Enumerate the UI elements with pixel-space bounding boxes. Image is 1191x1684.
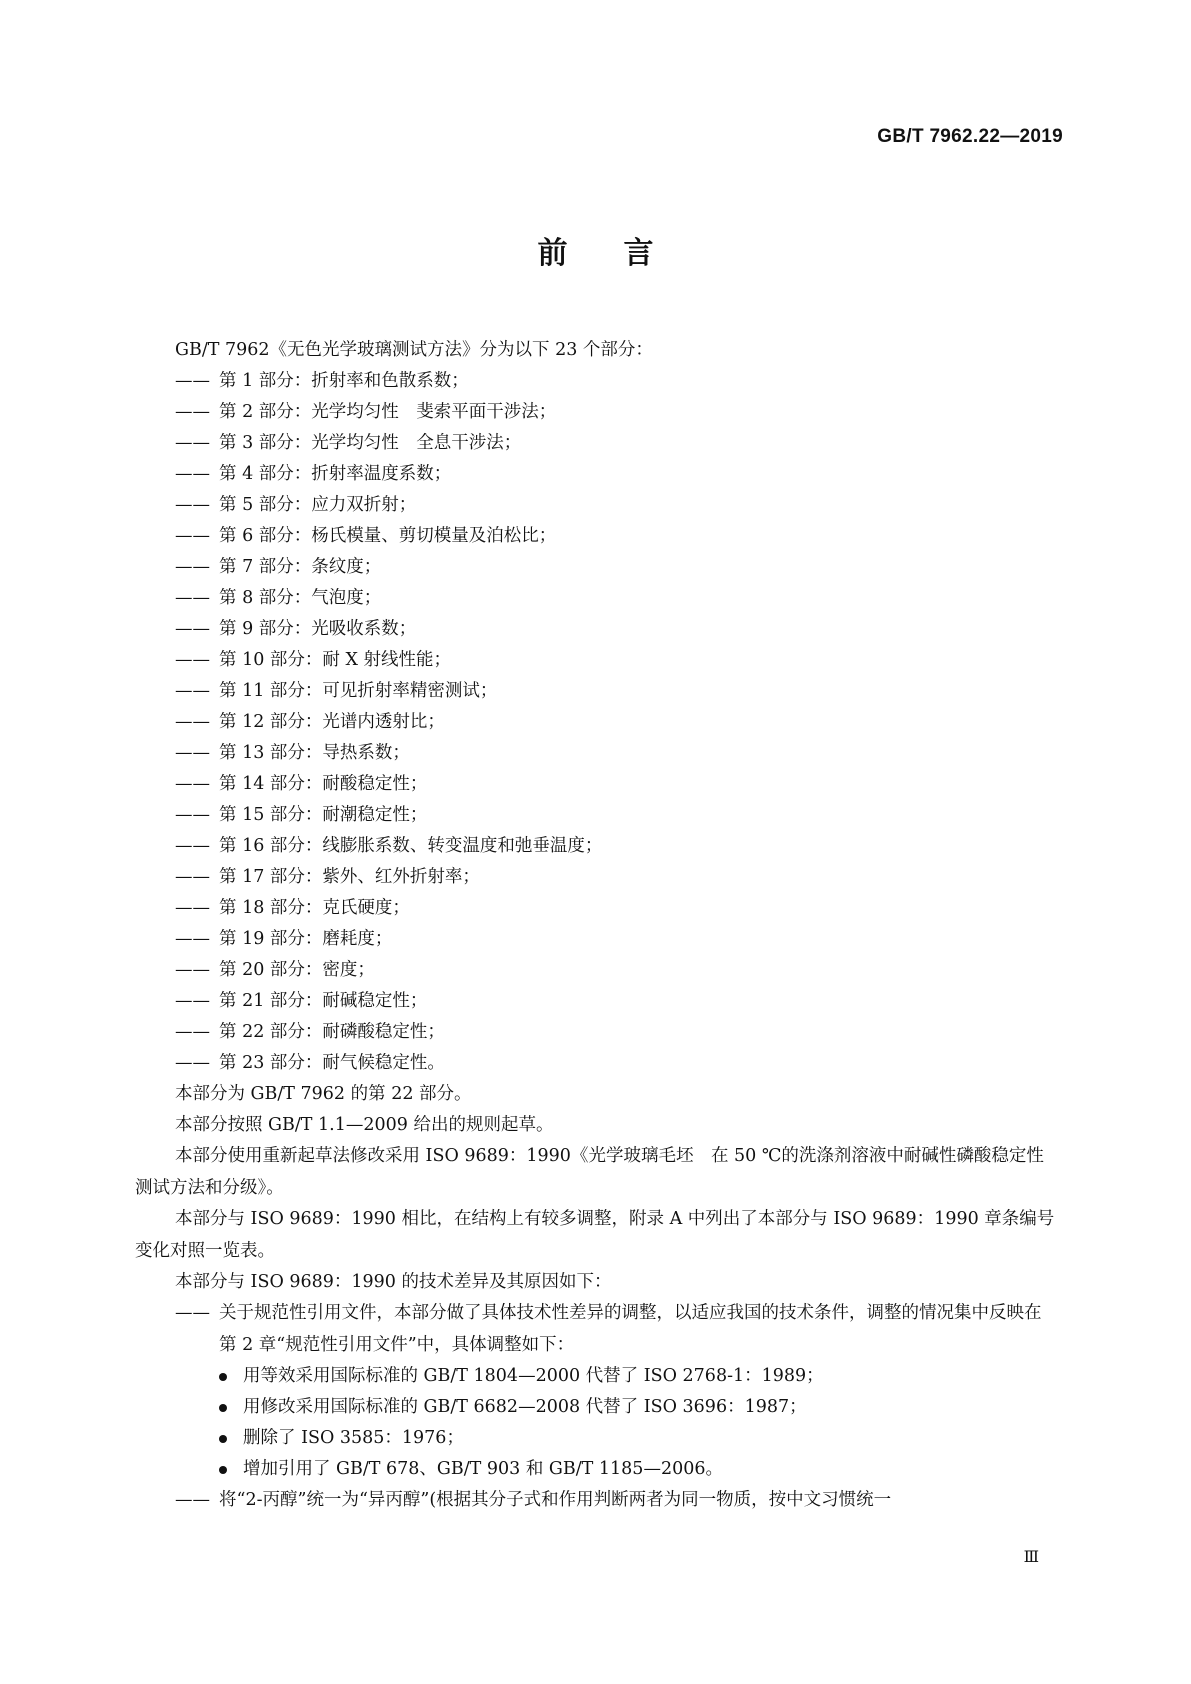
part-label: 第 8 部分：气泡度； [219,588,382,608]
dash-mark: —— [175,1490,210,1510]
part-item [135,521,1055,552]
dash-mark: —— [175,588,210,608]
part-item [135,924,1055,955]
part-label: 第 22 部分：耐磷酸稳定性； [219,1022,445,1042]
paragraph-adoption: 本部分使用重新起草法修改采用 ISO 9689：1990《光学玻璃毛坯 在 50 ℃的洗涤剂溶液中耐碱性磷酸稳定性 测试方法和分级》。 [135,1146,1062,1198]
part-label: 第 1 部分：折射率和色散系数； [219,371,469,391]
bullet-item [135,1454,1055,1485]
part-item [135,490,1055,521]
dash-mark: —— [175,371,210,391]
part-item [135,583,1055,614]
part-item [135,769,1055,800]
dash-mark: —— [175,898,210,918]
part-label: 第 7 部分：条纹度； [219,557,382,577]
dash-mark: —— [175,526,210,546]
dash-mark: —— [175,774,210,794]
part-label: 第 10 部分：耐 X 射线性能； [219,650,451,670]
document-body [135,335,1062,1516]
part-label: 第 9 部分：光吸收系数； [219,619,417,639]
standard-code: GB/T 7962.22—2019 [877,126,1063,147]
bullet-dot [219,1373,227,1381]
part-item [135,645,1055,676]
part-label: 第 21 部分：耐碱稳定性； [219,991,428,1011]
dash-mark: —— [175,495,210,515]
dash-mark: —— [175,960,210,980]
part-label: 第 16 部分：线膨胀系数、转变温度和弛垂温度； [219,836,603,856]
dash-mark: —— [175,1022,210,1042]
paragraph-structure: 本部分与 ISO 9689：1990 相比，在结构上有较多调整，附录 A 中列出了本部分与 ISO 9689：1990 章条编号变化对照一览表。 [135,1209,1055,1261]
part-item [135,707,1055,738]
dash-mark: —— [175,464,210,484]
paragraph-differences-intro: 本部分与 ISO 9689：1990 的技术差异及其原因如下： [175,1272,612,1292]
part-item [135,986,1055,1017]
bullet-dot [219,1466,227,1474]
dash-mark: —— [175,867,210,887]
bullet-text: 删除了 ISO 3585：1976； [243,1428,464,1448]
part-label: 第 11 部分：可见折射率精密测试； [219,681,498,701]
bullet-item [135,1361,1055,1392]
dash-mark: —— [175,836,210,856]
part-label: 第 23 部分：耐气候稳定性。 [219,1053,445,1073]
part-item [135,366,1055,397]
part-label: 第 15 部分：耐潮稳定性； [219,805,428,825]
part-label: 第 13 部分：导热系数； [219,743,410,763]
part-item [135,428,1055,459]
part-label: 第 4 部分：折射率温度系数； [219,464,452,484]
dash-mark: —— [175,1053,210,1073]
dash-mark: —— [175,991,210,1011]
difference-text: 将“2-丙醇”统一为“异丙醇”(根据其分子式和作用判断两者为同一物质，按中文习惯统一 [219,1490,892,1510]
part-item [135,800,1055,831]
intro-paragraph: GB/T 7962《无色光学玻璃测试方法》分为以下 23 个部分： [175,340,653,360]
dash-mark: —— [175,743,210,763]
bullet-text: 增加引用了 GB/T 678、GB/T 903 和 GB/T 1185—2006。 [243,1459,723,1479]
dash-mark: —— [175,650,210,670]
paragraph-part-number: 本部分为 GB/T 7962 的第 22 部分。 [175,1084,472,1104]
dash-mark: —— [175,681,210,701]
part-label: 第 20 部分：密度； [219,960,375,980]
dash-mark: —— [175,619,210,639]
dash-mark: —— [175,402,210,422]
part-label: 第 18 部分：克氏硬度； [219,898,410,918]
dash-mark: —— [175,929,210,949]
part-label: 第 3 部分：光学均匀性 全息干涉法； [219,433,522,453]
part-label: 第 6 部分：杨氏模量、剪切模量及泊松比； [219,526,557,546]
paragraph-drafting-rules: 本部分按照 GB/T 1.1—2009 给出的规则起草。 [175,1115,554,1135]
bullet-text: 用等效采用国际标准的 GB/T 1804—2000 代替了 ISO 2768-1：1989； [243,1366,824,1386]
part-item [135,614,1055,645]
bullet-dot [219,1435,227,1443]
dash-mark: —— [175,433,210,453]
part-item [135,459,1055,490]
page-title: 前言 [537,236,710,271]
part-item [135,1048,1055,1079]
part-item [135,955,1055,986]
part-item [135,1017,1055,1048]
dash-mark: —— [175,1303,210,1323]
difference-item-last [135,1485,1055,1516]
part-label: 第 2 部分：光学均匀性 斐索平面干涉法； [219,402,557,422]
bullet-text: 用修改采用国际标准的 GB/T 6682—2008 代替了 ISO 3696：1987； [243,1397,807,1417]
part-item [135,862,1055,893]
bullet-item [135,1423,1055,1454]
page-number: Ⅲ [1023,1547,1039,1566]
difference-item [135,1298,1055,1361]
dash-mark: —— [175,805,210,825]
part-label: 第 14 部分：耐酸稳定性； [219,774,428,794]
part-label: 第 19 部分：磨耗度； [219,929,393,949]
bullet-item [135,1392,1055,1423]
part-item [135,893,1055,924]
part-label: 第 12 部分：光谱内透射比； [219,712,445,732]
part-label: 第 5 部分：应力双折射； [219,495,417,515]
part-item [135,676,1055,707]
dash-mark: —— [175,712,210,732]
part-label: 第 17 部分：紫外、红外折射率； [219,867,480,887]
parts-list [135,366,1055,1079]
part-item [135,738,1055,769]
part-item [135,397,1055,428]
difference-text: 关于规范性引用文件，本部分做了具体技术性差异的调整，以适应我国的技术条件，调整的情况集中反映在第 2 章“规范性引用文件”中，具体调整如下： [219,1303,1042,1355]
part-item [135,552,1055,583]
bullet-dot [219,1404,227,1412]
part-item [135,831,1055,862]
dash-mark: —— [175,557,210,577]
